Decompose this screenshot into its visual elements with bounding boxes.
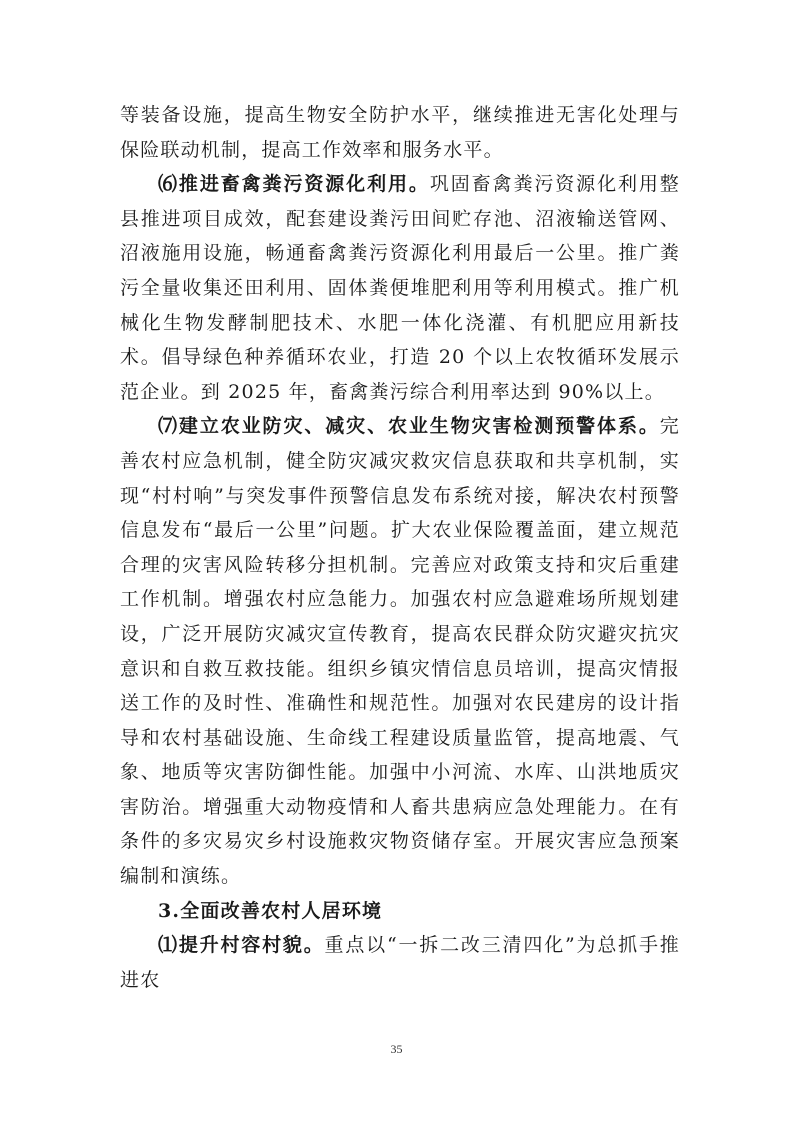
paragraph-text: 完善农村应急机制，健全防灾减灾救灾信息获取和共享机制，实现“村村响”与突发事件预警信息发布系统对接，解决农村预警信息发布“最后一公里”问题。扩大农业保险覆盖面，建立规范合理的灾害风险转移分担机制。完善应对政策支持和灾后重建工作机制。增强农村应急能力。加强农村应急避难场所规划建设，广泛开展防灾减灾宣传教育，提高农民群众防灾避灾抗灾意识和自救互救技能。组织乡镇灾情信息员培训，提高灾情报送工作的及时性、准确性和规范性。加强对农民建房的设计指导和农村基础设施、生命线工程建设质量监管，提高地震、气象、地质等灾害防御性能。加强中小河流、水库、山洪地质灾害防治。增强重大动物疫情和人畜共患病应急处理能力。在有条件的多灾易灾乡村设施救灾物资储存室。开展灾害应急预案编制和演练。 [120,415,680,888]
paragraph-text: 等装备设施，提高生物安全防护水平，继续推进无害化处理与保险联动机制，提高工作效率和服务水平。 [120,104,680,161]
paragraph-livestock-manure [120,167,680,409]
document-body [120,98,680,997]
page-number: 35 [390,1042,403,1056]
paragraph-heading: ⑺建立农业防灾、减灾、农业生物灾害检测预警体系。 [158,415,660,438]
paragraph-continuation [120,98,680,167]
paragraph-village-appearance [120,928,680,997]
paragraph-text: 巩固畜禽粪污资源化利用整县推进项目成效，配套建设粪污田间贮存池、沼液输送管网、沼液施用设施，畅通畜禽粪污资源化利用最后一公里。推广粪污全量收集还田利用、固体粪便堆肥利用等利用模式。推广机械化生物发酵制肥技术、水肥一体化浇灌、有机肥应用新技术。倡导绿色种养循环农业，打造 20 个以上农牧循环发展示范企业。到 2025 年，畜禽粪污综合利用率达到 90%以上。 [120,173,680,403]
paragraph-text: 重点以“一拆二改三清四化”为总抓手推进农 [120,934,680,991]
section-heading-living-environment [120,894,680,929]
paragraph-heading: ⑹推进畜禽粪污资源化利用。 [158,173,430,196]
section-heading: 3.全面改善农村人居环境 [158,899,383,922]
paragraph-disaster-prevention [120,409,680,893]
paragraph-heading: ⑴提升村容村貌。 [158,934,325,957]
